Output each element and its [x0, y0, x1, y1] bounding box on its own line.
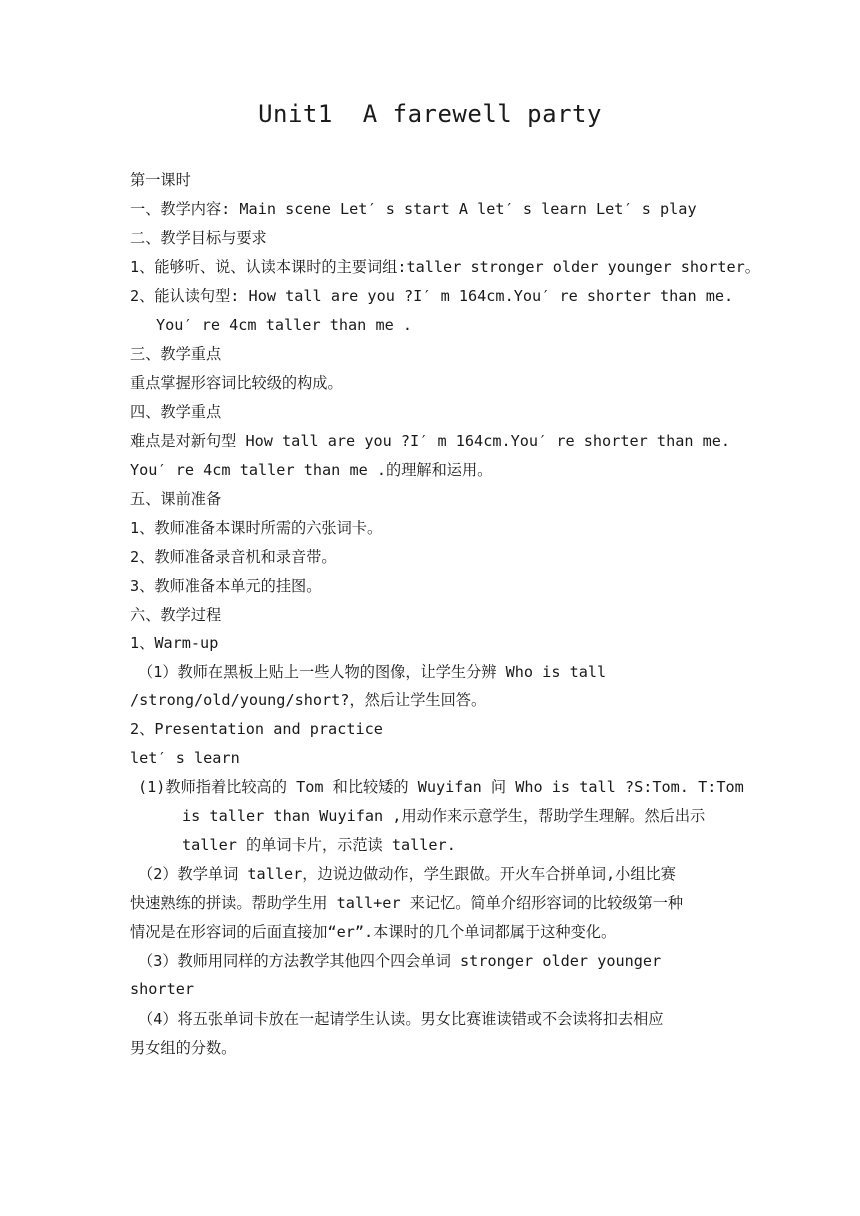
- step-presentation: 2、Presentation and practice: [130, 720, 383, 738]
- practice-3: （3）教师用同样的方法教学其他四个四会单词 stronger older younger: [138, 952, 662, 970]
- document-title: Unit1 A farewell party: [258, 100, 602, 128]
- practice-1-cont-2: taller 的单词卡片，示范读 taller.: [182, 836, 456, 854]
- warm-up-1: （1）教师在黑板上贴上一些人物的图像，让学生分辨 Who is tall: [138, 663, 607, 681]
- heading-goals: 二、教学目标与要求: [130, 229, 267, 247]
- teaching-content: 一、教学内容: Main scene Let′ s start A let′ s learn Let′ s play: [130, 200, 697, 218]
- goal-2: 2、能认读句型: How tall are you ?I′ m 164cm.You′ re shorter than me.: [130, 287, 734, 305]
- goal-2-cont: You′ re 4cm taller than me .: [156, 316, 413, 334]
- practice-2-cont-2: 情况是在形容词的后面直接加“er”.本课时的几个单词都属于这种变化。: [130, 923, 617, 941]
- practice-3-cont: shorter: [130, 980, 195, 998]
- preparation-2: 2、教师准备录音机和录音带。: [130, 548, 337, 566]
- preparation-3: 3、教师准备本单元的挂图。: [130, 577, 322, 595]
- goal-1: 1、能够听、说、认读本课时的主要词组:taller stronger older younger shorter。: [130, 258, 760, 276]
- lets-learn: let′ s learn: [130, 749, 240, 767]
- practice-2: （2）教学单词 taller，边说边做动作，学生跟做。开火车合拼单词,小组比赛: [138, 865, 676, 883]
- warm-up-1-cont: /strong/old/young/short?，然后让学生回答。: [130, 691, 487, 709]
- preparation-1: 1、教师准备本课时所需的六张词卡。: [130, 519, 383, 537]
- practice-1: (1)教师指着比较高的 Tom 和比较矮的 Wuyifan 问 Who is tall ?S:Tom. T:Tom: [138, 778, 744, 796]
- heading-difficulties: 四、教学重点: [130, 403, 222, 421]
- practice-2-cont: 快速熟练的拼读。帮助学生用 tall+er 来记忆。简单介绍形容词的比较级第一种: [130, 894, 684, 912]
- heading-key-points: 三、教学重点: [130, 345, 222, 363]
- key-points-text: 重点掌握形容词比较级的构成。: [130, 374, 343, 392]
- heading-preparation: 五、课前准备: [130, 490, 222, 508]
- difficulties-text: 难点是对新句型 How tall are you ?I′ m 164cm.You′ re shorter than me.: [130, 432, 731, 450]
- step-warm-up: 1、Warm-up: [130, 634, 219, 652]
- practice-4-cont: 男女组的分数。: [130, 1039, 237, 1057]
- section-lesson: 第一课时: [130, 171, 191, 189]
- difficulties-text-cont: You′ re 4cm taller than me .的理解和运用。: [130, 461, 493, 479]
- practice-1-cont: is taller than Wuyifan ,用动作来示意学生，帮助学生理解。然后出示: [182, 807, 706, 825]
- heading-process: 六、教学过程: [130, 606, 222, 624]
- practice-4: （4）将五张单词卡放在一起请学生认读。男女比赛谁读错或不会读将扣去相应: [138, 1010, 664, 1028]
